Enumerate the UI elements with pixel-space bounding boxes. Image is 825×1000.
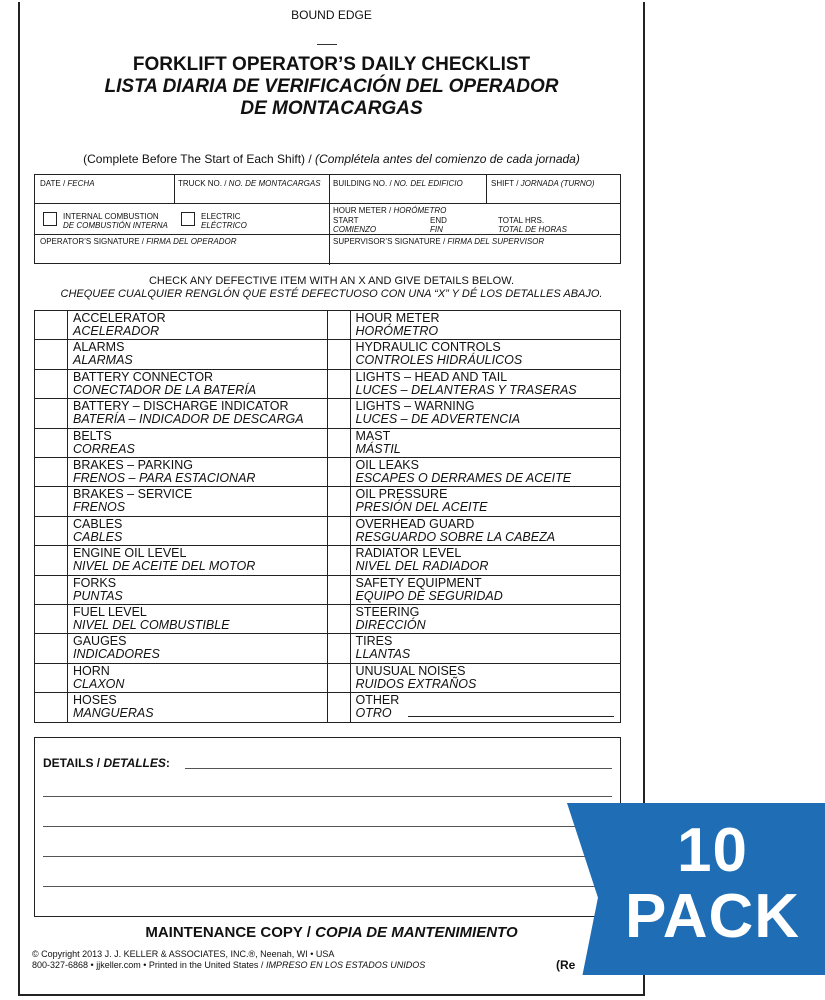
checklist-row	[35, 634, 620, 663]
details-box[interactable]	[34, 737, 621, 917]
checklist-item	[35, 664, 328, 692]
checklist-item-label	[351, 546, 489, 574]
checklist-row	[35, 664, 620, 693]
checklist-item	[35, 370, 328, 398]
checklist-item	[328, 487, 621, 515]
defect-checkbox[interactable]	[328, 458, 351, 486]
item-label-english: OTHER	[355, 693, 400, 708]
item-label-spanish: ESCAPES O DERRAMES DE ACEITE	[355, 470, 572, 485]
title-english: FORKLIFT OPERATOR’S DAILY CHECKLIST	[132, 54, 531, 75]
defect-checkbox[interactable]	[328, 399, 351, 427]
end-field[interactable]: END FIN	[430, 216, 447, 234]
item-label-english: GAUGES	[73, 634, 127, 649]
item-label-spanish: FRENOS	[73, 500, 126, 515]
start-field[interactable]: START COMIENZO	[333, 216, 377, 234]
shift-field[interactable]: SHIFT / JORNADA (TURNO)	[491, 179, 595, 188]
item-label-spanish: NIVEL DEL COMBUSTIBLE	[73, 617, 230, 632]
defect-checkbox[interactable]	[35, 664, 68, 692]
checklist-item-label	[68, 340, 133, 368]
defect-checkbox[interactable]	[35, 634, 68, 662]
checklist-item-label	[68, 458, 255, 486]
checklist-item-label	[68, 311, 166, 339]
defect-checkbox[interactable]	[35, 605, 68, 633]
bound-edge-mark	[317, 44, 337, 45]
defect-checkbox[interactable]	[35, 693, 68, 722]
item-label-english: RADIATOR LEVEL	[355, 546, 462, 561]
checklist-row	[35, 399, 620, 428]
item-label-english: FORKS	[73, 575, 117, 590]
item-label-spanish: HORÓMETRO	[355, 324, 439, 338]
checklist-item-label	[68, 605, 230, 633]
defect-checkbox[interactable]	[328, 487, 351, 515]
checklist-item-label	[351, 664, 477, 692]
checklist-item-label	[68, 664, 124, 692]
item-label-english: BRAKES – SERVICE	[73, 487, 193, 502]
defect-checkbox[interactable]	[328, 634, 351, 662]
item-label-english: OIL LEAKS	[355, 457, 419, 472]
date-field[interactable]: DATE / FECHA	[40, 179, 95, 188]
form-title	[20, 54, 643, 120]
item-label-english: BATTERY CONNECTOR	[73, 369, 214, 384]
defect-checkbox[interactable]	[35, 370, 68, 398]
instruction-english: (Complete Before The Start of Each Shift) /	[83, 152, 316, 166]
checklist-item-label	[351, 429, 401, 457]
item-label-spanish: BATERÍA – INDICADOR DE DESCARGA	[73, 412, 304, 427]
checklist-item-label	[351, 605, 426, 633]
checklist-item-label	[351, 399, 521, 427]
checklist-item	[35, 399, 328, 427]
defect-checkbox[interactable]	[35, 458, 68, 486]
item-label-spanish: ACELERADOR	[73, 324, 160, 338]
defect-instruction-english: CHECK ANY DEFECTIVE ITEM WITH AN X AND GIVE DETAILS BELOW.	[148, 275, 515, 287]
checklist-row	[35, 340, 620, 369]
checklist-item-label	[351, 576, 503, 604]
item-label-english: HYDRAULIC CONTROLS	[355, 340, 501, 355]
checklist-item	[35, 546, 328, 574]
defect-checkbox[interactable]	[35, 546, 68, 574]
checklist-item-label	[68, 634, 160, 662]
item-label-spanish: PRESIÓN DEL ACEITE	[355, 500, 488, 515]
checklist-row	[35, 605, 620, 634]
checklist-row	[35, 311, 620, 340]
checklist-row	[35, 693, 620, 722]
defect-checkbox[interactable]	[328, 605, 351, 633]
reorder-label: (Re	[556, 958, 576, 972]
item-label-spanish: RESGUARDO SOBRE LA CABEZA	[355, 529, 556, 544]
checklist-item-label	[351, 340, 523, 368]
checklist-item-label	[68, 487, 192, 515]
details-line[interactable]	[43, 856, 612, 857]
defect-checkbox[interactable]	[328, 311, 351, 339]
details-label: DETAILS / DETALLES:	[43, 756, 170, 770]
item-label-english: BELTS	[73, 428, 112, 443]
item-label-spanish: EQUIPO DE SEGURIDAD	[355, 588, 503, 603]
defect-instruction-spanish: CHEQUEE CUALQUIER RENGLÓN QUE ESTÉ DEFECTUOSO CON UNA “X” Y DÉ LOS DETALLES ABAJO.	[60, 288, 603, 300]
item-label-spanish: LLANTAS	[355, 647, 411, 662]
shift-instruction	[20, 152, 643, 166]
checklist-item-label	[68, 399, 304, 427]
electric-checkbox[interactable]	[181, 212, 195, 226]
item-label-spanish: LUCES – DELANTERAS Y TRASERAS	[355, 382, 577, 397]
defect-checkbox[interactable]	[328, 693, 351, 722]
total-hours-field[interactable]: TOTAL HRS. TOTAL DE HORAS	[498, 216, 567, 234]
details-line[interactable]	[43, 796, 612, 797]
item-label-english: BRAKES – PARKING	[73, 457, 193, 472]
item-label-english: CABLES	[73, 516, 123, 531]
checklist-item	[35, 487, 328, 515]
checklist-item	[35, 576, 328, 604]
defect-checkbox[interactable]	[35, 576, 68, 604]
item-label-spanish: CONECTADOR DE LA BATERÍA	[73, 382, 257, 397]
checklist-item-label	[351, 487, 488, 515]
supervisor-signature-field[interactable]: SUPERVISOR’S SIGNATURE / FIRMA DEL SUPERVISOR	[333, 237, 545, 246]
item-label-english: FUEL LEVEL	[73, 604, 147, 619]
checklist-item	[328, 664, 621, 692]
checklist-item-label	[68, 517, 122, 545]
title-spanish-2: DE MONTACARGAS	[240, 98, 423, 119]
defect-checkbox[interactable]	[328, 664, 351, 692]
defect-checkbox[interactable]	[328, 517, 351, 545]
checklist-item-label	[68, 370, 256, 398]
building-number-field[interactable]: BUILDING NO. / NO. DEL EDIFICIO	[333, 179, 463, 188]
checklist-item-label	[68, 693, 154, 722]
defect-checkbox[interactable]	[328, 546, 351, 574]
defect-checklist-table	[34, 310, 621, 723]
checklist-item	[35, 634, 328, 662]
item-label-english: HOUR METER	[355, 311, 440, 325]
item-label-spanish: NIVEL DE ACEITE DEL MOTOR	[73, 559, 256, 574]
details-line[interactable]	[43, 886, 612, 887]
checklist-item-label	[68, 429, 135, 457]
item-label-english: MAST	[355, 428, 391, 443]
checklist-item	[328, 693, 621, 722]
checklist-row	[35, 487, 620, 516]
checklist-item	[35, 458, 328, 486]
maintenance-copy-label: MAINTENANCE COPY / COPIA DE MANTENIMIENTO	[145, 924, 518, 941]
checklist-item	[328, 458, 621, 486]
item-label-english: LIGHTS – HEAD AND TAIL	[355, 369, 508, 384]
item-label-spanish: DIRECCIÓN	[355, 617, 426, 632]
item-label-spanish: LUCES – DE ADVERTENCIA	[355, 412, 521, 427]
checklist-item-label	[351, 634, 411, 662]
item-label-spanish: FRENOS – PARA ESTACIONAR	[73, 470, 256, 485]
defect-checkbox[interactable]	[328, 576, 351, 604]
checklist-row	[35, 370, 620, 399]
checklist-item-label	[351, 311, 440, 339]
defect-checkbox[interactable]	[35, 487, 68, 515]
item-label-english: LIGHTS – WARNING	[355, 399, 475, 414]
defect-checkbox[interactable]	[35, 311, 68, 339]
item-label-spanish: ALARMAS	[73, 353, 133, 368]
defect-checkbox[interactable]	[35, 429, 68, 457]
operator-signature-field[interactable]: OPERATOR’S SIGNATURE / FIRMA DEL OPERADOR	[40, 237, 237, 246]
item-label-english: SAFETY EQUIPMENT	[355, 575, 482, 590]
checklist-item-label	[351, 458, 572, 486]
checklist-item	[328, 399, 621, 427]
checklist-row	[35, 546, 620, 575]
item-label-spanish: CONTROLES HIDRÁULICOS	[355, 353, 523, 368]
checklist-form	[18, 2, 645, 996]
printed-line: 800-327-6868 • jjkeller.com • Printed in the United States / IMPRESO EN LOS ESTADOS UNIDOS	[32, 960, 426, 970]
defect-instruction	[20, 275, 643, 301]
defect-checkbox[interactable]	[328, 370, 351, 398]
item-label-english: TIRES	[355, 634, 393, 649]
defect-checkbox[interactable]	[328, 340, 351, 368]
checklist-item	[35, 311, 328, 339]
checklist-item-label	[351, 517, 556, 545]
checklist-item-label	[351, 693, 400, 722]
defect-checkbox[interactable]	[328, 429, 351, 457]
checklist-item	[328, 370, 621, 398]
title-spanish-1: LISTA DIARIA DE VERIFICACIÓN DEL OPERADOR	[104, 76, 559, 97]
checklist-item	[328, 576, 621, 604]
truck-number-field[interactable]: TRUCK NO. / NO. DE MONTACARGAS	[178, 179, 321, 188]
bound-edge-label: BOUND EDGE	[291, 8, 372, 22]
item-label-spanish: OTRO	[355, 706, 392, 721]
checklist-item	[328, 311, 621, 339]
checklist-item	[35, 340, 328, 368]
checklist-item	[35, 429, 328, 457]
checklist-item-label	[351, 370, 577, 398]
ten-pack-text	[600, 818, 825, 950]
checklist-row	[35, 458, 620, 487]
checklist-row	[35, 517, 620, 546]
other-write-in-line[interactable]	[408, 716, 615, 717]
item-label-spanish: INDICADORES	[73, 647, 160, 662]
item-label-english: ENGINE OIL LEVEL	[73, 546, 187, 561]
item-label-english: UNUSUAL NOISES	[355, 663, 466, 678]
checklist-item-label	[68, 546, 255, 574]
item-label-spanish: CORREAS	[73, 441, 135, 456]
item-label-english: ALARMS	[73, 340, 125, 355]
checklist-item	[328, 546, 621, 574]
item-label-english: ACCELERATOR	[73, 311, 166, 325]
checklist-item	[35, 517, 328, 545]
checklist-item	[328, 634, 621, 662]
item-label-spanish: MÁSTIL	[355, 441, 401, 456]
badge-number: 10	[677, 816, 748, 885]
hour-meter-label: HOUR METER / HORÓMETRO	[333, 206, 447, 215]
item-label-spanish: RUIDOS EXTRAÑOS	[355, 676, 477, 691]
details-line[interactable]	[185, 768, 612, 769]
defect-checkbox[interactable]	[35, 399, 68, 427]
checklist-row	[35, 576, 620, 605]
item-label-english: OVERHEAD GUARD	[355, 516, 475, 531]
checklist-row	[35, 429, 620, 458]
item-label-spanish: PUNTAS	[73, 588, 123, 603]
item-label-spanish: NIVEL DEL RADIADOR	[355, 559, 489, 574]
internal-combustion-checkbox[interactable]	[43, 212, 57, 226]
checklist-item-label	[68, 576, 123, 604]
item-label-english: STEERING	[355, 604, 420, 619]
checklist-item	[35, 693, 328, 722]
checklist-item	[328, 517, 621, 545]
item-label-english: HORN	[73, 663, 110, 678]
item-label-english: BATTERY – DISCHARGE INDICATOR	[73, 399, 289, 414]
checklist-item	[328, 605, 621, 633]
item-label-spanish: CABLES	[73, 529, 123, 544]
checklist-item	[328, 429, 621, 457]
item-label-english: HOSES	[73, 693, 117, 708]
info-block	[34, 174, 621, 264]
internal-combustion-label: INTERNAL COMBUSTION DE COMBUSTIÓN INTERNA	[63, 212, 168, 230]
copyright-line: © Copyright 2013 J. J. KELLER & ASSOCIATES, INC.®, Neenah, WI • USA	[32, 949, 335, 959]
checklist-item	[35, 605, 328, 633]
item-label-english: OIL PRESSURE	[355, 487, 448, 502]
item-label-spanish: MANGUERAS	[73, 706, 154, 721]
checklist-item	[328, 340, 621, 368]
item-label-spanish: CLAXON	[73, 676, 125, 691]
defect-checkbox[interactable]	[35, 340, 68, 368]
badge-word: PACK	[624, 882, 801, 951]
details-line[interactable]	[43, 826, 612, 827]
instruction-spanish: (Complétela antes del comienzo de cada jornada)	[315, 152, 580, 166]
defect-checkbox[interactable]	[35, 517, 68, 545]
electric-label: ELECTRIC ELÉCTRICO	[201, 212, 247, 230]
